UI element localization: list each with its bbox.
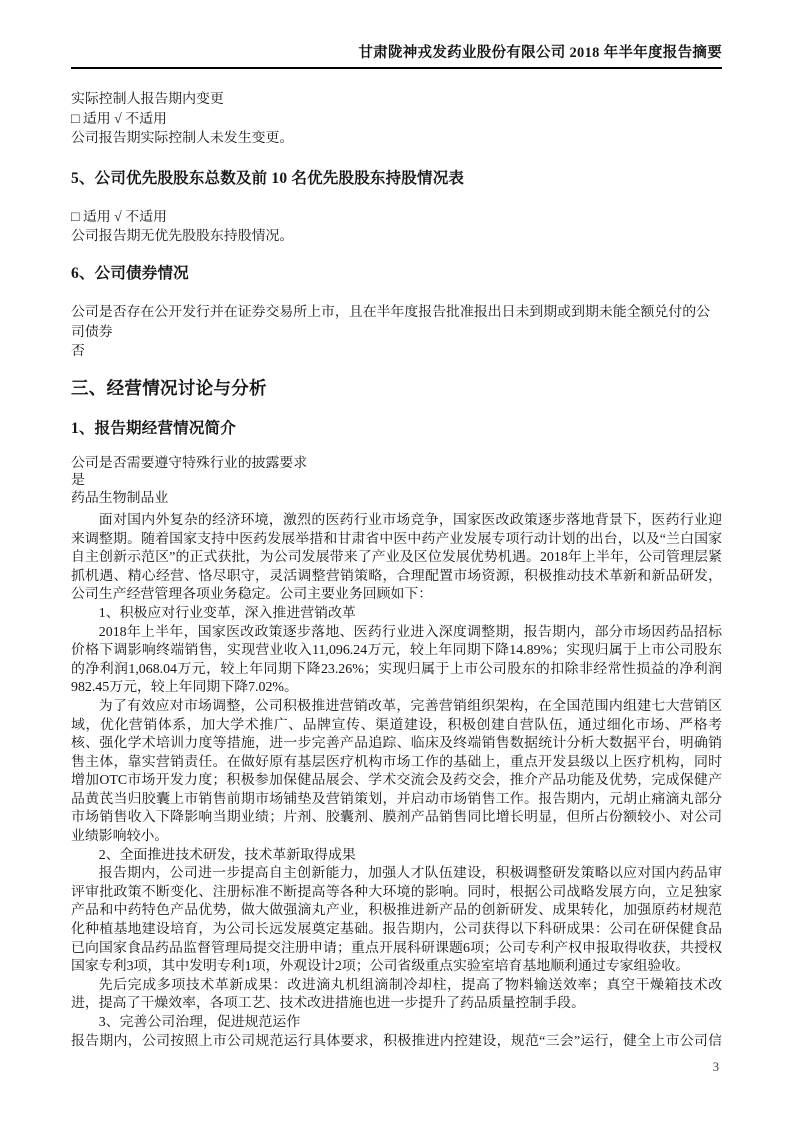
controller-change-applicability: □ 适用 √ 不适用	[71, 111, 167, 127]
discussion-sub1-heading: 1、报告期经营情况简介	[71, 419, 236, 437]
subhead-marketing-reform: 1、积极应对行业变革，深入推进营销改革	[98, 605, 356, 621]
header-rule	[71, 67, 722, 69]
paragraph-tech-innovation: 先后完成多项技术革新成果：改进滴丸机组滴制冷却柱，提高了物料输送效率；真空干燥箱技术改进，提高了干燥效率，各项工艺、技术改进措施也进一步提升了药品质量控制手段。	[71, 977, 722, 1012]
discussion-body	[71, 512, 722, 1051]
page-header	[0, 0, 793, 69]
controller-change-label: 实际控制人报告期内变更	[71, 92, 224, 107]
page-content	[0, 90, 793, 1051]
subhead-rd-achievements: 2、全面推进技术研发，技术革新取得成果	[98, 847, 356, 863]
section6-question: 公司是否存在公开发行并在证券交易所上市，且在半年度报告批准报出日未到期或到期未能全额兑付的公司债券	[71, 304, 710, 340]
special-industry-answer: 是	[71, 473, 85, 489]
section5-applicability: □ 适用 √ 不适用	[71, 209, 167, 225]
special-industry-question: 公司是否需要遵守特殊行业的披露要求	[71, 455, 308, 471]
section6-heading: 6、公司债券情况	[71, 264, 189, 282]
industry-name: 药品生物制品业	[71, 490, 169, 506]
subhead-governance: 3、完善公司治理，促进规范运作	[98, 1015, 301, 1030]
section5-heading: 5、公司优先股股东总数及前 10 名优先股股东持股情况表	[71, 169, 465, 187]
paragraph-financial-results: 2018年上半年，国家医改政策逐步落地、医药行业进入深度调整期，报告期内，部分市场因药品招标价格下调影响终端销售，实现营业收入11,096.24万元，较上年同期下降14.89%；实现归属于上市公司股东的净利润1,068.04万元，较上年同期下降23.26%；实现归属于上市公司股东的扣除非经常性损益的净利润982.45万元，较上年同期下降7.02%。	[71, 624, 722, 696]
paragraph-overview: 面对国内外复杂的经济环境，激烈的医药行业市场竞争，国家医改政策逐步落地背景下，医药行业迎来调整期。随着国家支持中医药发展举措和甘肃省中医中药产业发展专项行动计划的出台，以及“兰白国家自主创新示范区”的正式获批，为公司发展带来了产业及区位发展优势机遇。2018年上半年，公司管理层紧抓机遇、精心经营、恪尽职守，灵活调整营销策略，合理配置市场资源，积极推动技术革新和新品研发，公司生产经营管理各项业务稳定。公司主要业务回顾如下：	[71, 512, 722, 603]
header-title: 甘肃陇神戎发药业股份有限公司 2018 年半年度报告摘要	[358, 45, 722, 61]
discussion-heading: 三、经营情况讨论与分析	[71, 377, 267, 398]
paragraph-governance-detail: 报告期内，公司按照上市公司规范运行具体要求，积极推进内控建设，规范“三会”运行，健全上市公司信	[71, 1033, 722, 1049]
controller-change-note: 公司报告期实际控制人未发生变更。	[71, 131, 294, 147]
section6-answer: 否	[71, 344, 85, 360]
paragraph-marketing-detail: 为了有效应对市场调整，公司积极推进营销改革，完善营销组织架构，在全国范围内组建七大营销区域，优化营销体系，加大学术推广、品牌宣传、渠道建设，积极创建自营队伍，通过细化市场、严格考核、强化学术培训力度等措施，进一步完善产品追踪、临床及终端销售数据统计分析大数据平台，明确销售主体，靠实营销责任。在做好原有基层医疗机构市场工作的基础上，重点开发县级以上医疗机构，同时增加OTC市场开发力度；积极参加保健品展会、学术交流会及药交会，推介产品功能及优势，完成保健产品黄芪当归胶囊上市销售前期市场铺垫及营销策划，并启动市场销售工作。报告期内，元胡止痛滴丸部分市场销售收入下降影响当期业绩；片剂、胶囊剂、膜剂产品销售同比增长明显，但所占份额较小、对公司业绩影响较小。	[71, 698, 722, 845]
paragraph-rd-detail: 报告期内，公司进一步提高自主创新能力，加强人才队伍建设，积极调整研发策略以应对国内药品审评审批政策不断变化、注册标准不断提高等各种大环境的影响。同时，根据公司战略发展方向，立足独家产品和中药特色产品优势，做大做强滴丸产业，积极推进新产品的创新研发、成果转化，加强原药材规范化种植基地建设培育，为公司长远发展奠定基础。报告期内，公司获得以下科研成果：公司在研保健食品已向国家食品药品监督管理局提交注册申请；重点开展科研课题6项；公司专利产权申报取得收获，共授权国家专利3项，其中发明专利1项，外观设计2项；公司省级重点实验室培育基地顺利通过专家组验收。	[71, 866, 722, 975]
section5-note: 公司报告期无优先股股东持股情况。	[71, 229, 294, 245]
page-number: 3	[712, 1060, 719, 1074]
